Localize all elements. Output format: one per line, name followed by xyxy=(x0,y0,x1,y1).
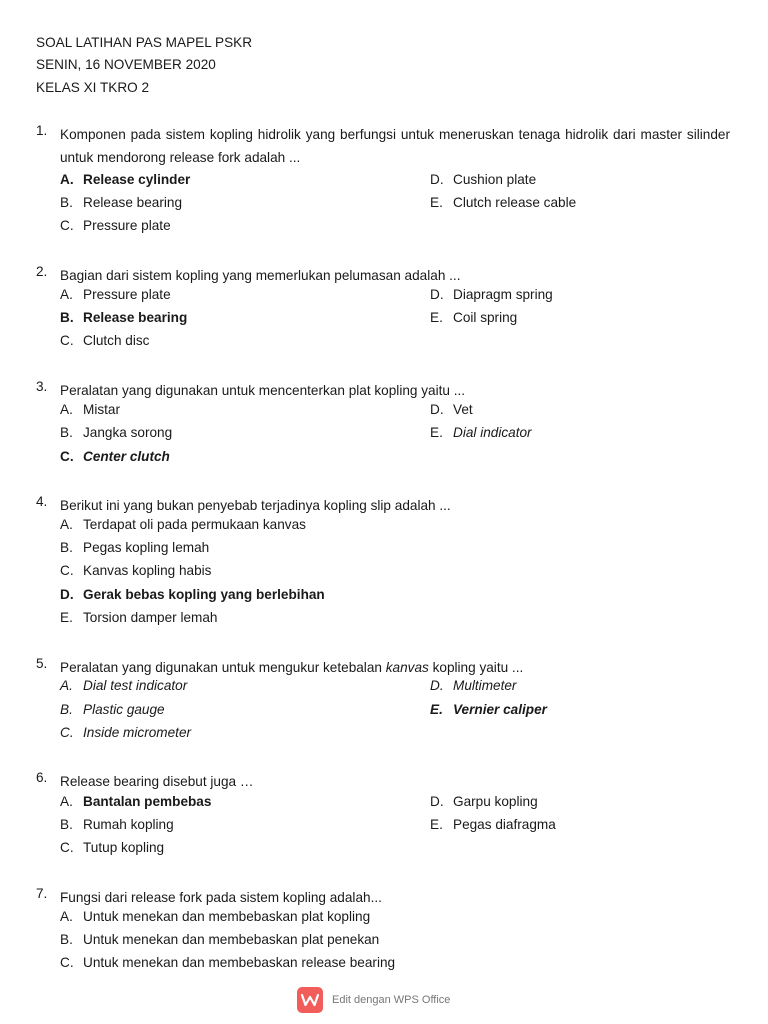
option-a: A. Pressure plate xyxy=(60,287,171,302)
option-a: A. Terdapat oli pada permukaan kanvas xyxy=(60,517,306,532)
option-e: E. Coil spring xyxy=(430,310,518,325)
class-name: KELAS XI TKRO 2 xyxy=(36,80,150,95)
question-number: 4. xyxy=(36,494,48,509)
option-a: A. Untuk menekan dan membebaskan plat kopling xyxy=(60,909,371,924)
question-text: Bagian dari sistem kopling yang memerlukan pelumasan adalah ... xyxy=(60,268,461,283)
question-text: Peralatan yang digunakan untuk mengukur ketebalan kanvas kopling yaitu ... xyxy=(60,660,524,675)
option-c: C. Untuk menekan dan membebaskan release bearing xyxy=(60,955,396,970)
option-a: A. Bantalan pembebas xyxy=(60,794,212,809)
option-c: C. Center clutch xyxy=(60,449,170,464)
option-b: B. Pegas kopling lemah xyxy=(60,540,210,555)
wps-office-icon xyxy=(297,987,323,1013)
question-text: Berikut ini yang bukan penyebab terjadinya kopling slip adalah ... xyxy=(60,498,451,513)
question-3 xyxy=(36,379,730,402)
option-d: D. Gerak bebas kopling yang berlebihan xyxy=(60,587,325,602)
option-e: E. Clutch release cable xyxy=(430,195,577,210)
option-c: C. Clutch disc xyxy=(60,333,150,348)
option-d: D. Diapragm spring xyxy=(430,287,553,302)
option-a: A. Mistar xyxy=(60,402,121,417)
question-7 xyxy=(36,886,730,909)
option-d: D. Multimeter xyxy=(430,678,517,693)
option-e: E. Pegas diafragma xyxy=(430,817,556,832)
option-c: C. Kanvas kopling habis xyxy=(60,563,212,578)
option-b: B. Rumah kopling xyxy=(60,817,174,832)
option-c: C. Inside micrometer xyxy=(60,725,192,740)
option-b: B. Untuk menekan dan membebaskan plat penekan xyxy=(60,932,380,947)
option-b: B. Jangka sorong xyxy=(60,425,173,440)
question-text: Release bearing disebut juga … xyxy=(60,774,254,789)
option-e: E. Torsion damper lemah xyxy=(60,610,218,625)
option-d: D. Vet xyxy=(430,402,473,417)
document-title: SOAL LATIHAN PAS MAPEL PSKR xyxy=(36,35,253,50)
question-number: 5. xyxy=(36,656,48,671)
option-c: C. Tutup kopling xyxy=(60,840,165,855)
wps-edit-label: Edit dengan WPS Office xyxy=(332,994,451,1006)
question-text: Peralatan yang digunakan untuk mencenterkan plat kopling yaitu ... xyxy=(60,383,466,398)
option-b: B. Plastic gauge xyxy=(60,702,165,717)
question-6 xyxy=(36,770,730,793)
question-2 xyxy=(36,264,730,287)
option-b: B. Release bearing xyxy=(60,310,188,325)
question-number: 2. xyxy=(36,264,48,279)
option-e: E. Dial indicator xyxy=(430,425,532,440)
option-a: A. Dial test indicator xyxy=(60,678,188,693)
option-e: E. Vernier caliper xyxy=(430,702,547,717)
question-number: 7. xyxy=(36,886,48,901)
option-d: D. Cushion plate xyxy=(430,172,537,187)
exam-date: SENIN, 16 NOVEMBER 2020 xyxy=(36,57,216,72)
question-number: 6. xyxy=(36,770,48,785)
option-b: B. Release bearing xyxy=(60,195,182,210)
option-a: A. Release cylinder xyxy=(60,172,191,187)
option-c: C. Pressure plate xyxy=(60,218,171,233)
question-number: 1. xyxy=(36,123,48,138)
wps-edit-link[interactable] xyxy=(297,987,450,1013)
question-text: Komponen pada sistem kopling hidrolik yang berfungsi untuk meneruskan tenaga hidrolik dari master silinder untuk mendorong release fork adalah ... xyxy=(60,127,730,165)
option-d: D. Garpu kopling xyxy=(430,794,538,809)
question-5 xyxy=(36,656,730,679)
question-4 xyxy=(36,494,730,517)
question-text: Fungsi dari release fork pada sistem kopling adalah... xyxy=(60,890,382,905)
question-number: 3. xyxy=(36,379,48,394)
question-1 xyxy=(36,123,730,169)
